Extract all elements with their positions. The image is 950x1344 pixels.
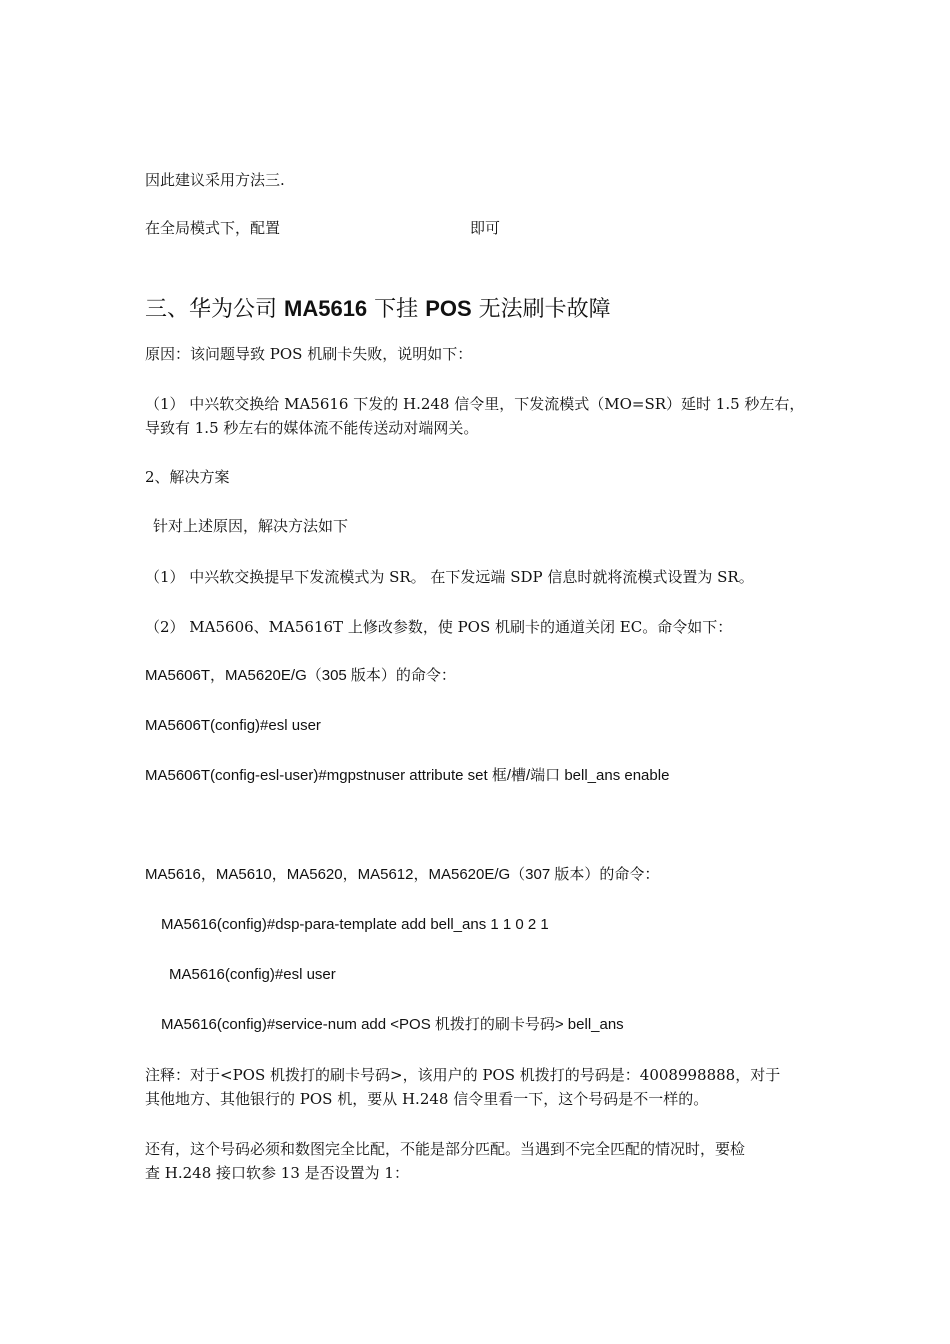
text-solution-2: （2） MA5606、MA5616T 上修改参数，使 POS 机刷卡的通道关闭 EC。命令如下：	[145, 618, 733, 636]
heading-part-2: 下挂	[374, 297, 419, 322]
text-cmd-group2-title: MA5616，MA5610，MA5620，MA5612，MA5620E/G（307 版本）的命令：	[145, 866, 660, 883]
text-global-config-prefix: 在全局模式下，配置	[145, 219, 281, 237]
text-global-config-suffix: 即可	[470, 219, 501, 237]
heading-part-model: MA5616	[284, 296, 368, 321]
text-method-three: 因此建议采用方法三.	[145, 171, 285, 189]
text-cmd-1: MA5606T(config)#esl user	[145, 717, 321, 734]
heading-part-3: 无法刷卡故障	[478, 297, 611, 322]
section-heading	[145, 294, 611, 325]
text-note-line2: 其他地方、其他银行的 POS 机，要从 H.248 信令里看一下，这个号码是不一样的。	[145, 1090, 709, 1108]
text-cmd-3: MA5616(config)#dsp-para-template add bell_ans 1 1 0 2 1	[161, 916, 549, 933]
text-cmd-2: MA5606T(config-esl-user)#mgpstnuser attribute set 框/槽/端口 bell_ans enable	[145, 767, 670, 784]
text-solution-title: 2、解决方案	[145, 468, 230, 486]
text-solution-intro: 针对上述原因，解决方法如下	[153, 517, 349, 535]
text-note-line1: 注释：对于<POS 机拨打的刷卡号码>，该用户的 POS 机拨打的号码是：4008998888，对于	[145, 1066, 781, 1084]
text-global-config	[145, 216, 500, 240]
heading-part-pos: POS	[425, 296, 472, 321]
text-also-line1: 还有，这个号码必须和数图完全比配，不能是部分匹配。当遇到不完全匹配的情况时，要检	[145, 1140, 746, 1158]
text-also-line2: 查 H.248 接口软参 13 是否设置为 1：	[145, 1164, 409, 1182]
text-cmd-4: MA5616(config)#esl user	[169, 966, 336, 983]
text-cause: 原因：该问题导致 POS 机刷卡失败，说明如下：	[145, 345, 473, 363]
heading-part-1: 三、华为公司	[145, 297, 278, 322]
text-item1-line2: 导致有 1.5 秒左右的媒体流不能传送动对端网关。	[145, 419, 479, 437]
text-solution-1: （1） 中兴软交换提早下发流模式为 SR。 在下发远端 SDP 信息时就将流模式设置为 SR。	[145, 568, 754, 586]
text-cmd-group1-title: MA5606T，MA5620E/G（305 版本）的命令：	[145, 667, 456, 684]
text-item1-line1: （1） 中兴软交换给 MA5616 下发的 H.248 信令里，下发流模式（MO=SR）延时 1.5 秒左右，	[145, 395, 805, 413]
text-cmd-5: MA5616(config)#service-num add <POS 机拨打的刷卡号码> bell_ans	[161, 1016, 624, 1033]
